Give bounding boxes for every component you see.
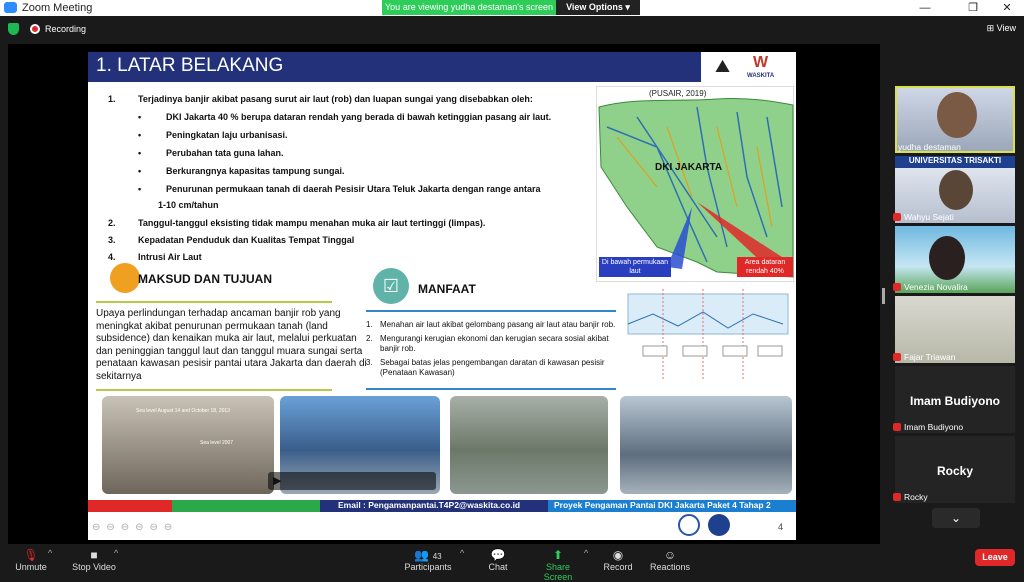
manfaat-item: 1. Menahan air laut akibat gelombang pasang air laut atau banjir rob. bbox=[366, 320, 616, 329]
jakarta-map bbox=[596, 86, 794, 282]
record-icon: ◉ bbox=[612, 548, 624, 562]
photo-flood-street bbox=[450, 396, 608, 494]
mic-muted-icon bbox=[893, 353, 901, 361]
item-number: 1. bbox=[108, 94, 116, 104]
meeting-toolbar bbox=[0, 544, 1024, 582]
bullet-dot: • bbox=[138, 166, 142, 176]
bullet-dot: • bbox=[138, 112, 142, 122]
waskita-logo-icon: W bbox=[753, 54, 769, 71]
play-icon[interactable]: ▶ bbox=[273, 475, 282, 487]
mic-muted-icon bbox=[893, 493, 901, 501]
below-sea-label: Di bawah permukaan laut bbox=[599, 257, 671, 277]
partner-logo2-icon bbox=[708, 514, 730, 536]
maksud-divider-bottom bbox=[96, 389, 332, 391]
cross-section-diagram bbox=[623, 284, 793, 384]
slide-title: 1. LATAR BELAKANG bbox=[96, 55, 284, 76]
manfaat-title: MANFAAT bbox=[418, 282, 476, 296]
item-text: Kepadatan Penduduk dan Kualitas Tempat Tinggal bbox=[138, 235, 355, 245]
bullet-dot: • bbox=[138, 184, 142, 194]
footer-red bbox=[88, 500, 172, 512]
participant-video bbox=[937, 92, 977, 138]
unmute-button[interactable]: 🎙 Unmute bbox=[15, 548, 47, 572]
item-number: 3. bbox=[108, 235, 116, 245]
sub-item: Penurunan permukaan tanah di daerah Pesisir Utara Teluk Jakarta dengan range antara bbox=[166, 184, 541, 194]
photo-seawall bbox=[102, 396, 274, 494]
slide-controls[interactable]: ⊖⊖⊖⊖⊖⊖ bbox=[92, 522, 179, 533]
participant-video bbox=[939, 170, 973, 210]
manfaat-item: 2. Mengurangi kerugian ekonomi dan kerugian secara sosial akibat banjir rob. bbox=[366, 334, 609, 353]
zoom-app-icon bbox=[4, 2, 17, 13]
viewing-banner: You are viewing yudha destaman's screen bbox=[382, 0, 556, 15]
chat-icon: 💬 bbox=[490, 548, 506, 562]
participant-name-display: Rocky bbox=[936, 464, 974, 478]
page-number: 4 bbox=[778, 522, 784, 532]
presentation-slide bbox=[88, 52, 796, 540]
footer-project: Proyek Pengaman Pantai DKI Jakarta Paket 4 Tahap 2 bbox=[554, 500, 771, 510]
chat-button[interactable]: 💬 Chat bbox=[484, 548, 512, 572]
sub-item: Peningkatan laju urbanisasi. bbox=[166, 130, 288, 140]
tile-banner: UNIVERSITAS TRISAKTI bbox=[895, 156, 1015, 168]
participant-label: Venezia Novalira bbox=[893, 282, 968, 292]
panel-splitter[interactable] bbox=[882, 288, 885, 304]
share-options-icon[interactable]: ^ bbox=[584, 548, 589, 558]
manfaat-item: 3. Sebagai batas jelas pengembangan daratan di kawasan pesisir (Penataan Kawasan) bbox=[366, 358, 605, 377]
video-options-icon[interactable]: ^ bbox=[114, 548, 119, 558]
pupr-logo-icon: ⛰ bbox=[715, 56, 731, 76]
mic-muted-icon bbox=[893, 423, 901, 431]
manfaat-divider bbox=[366, 310, 616, 312]
sub-item: Perubahan tata guna lahan. bbox=[166, 148, 284, 158]
mic-muted-icon bbox=[893, 213, 901, 221]
item-number: 4. bbox=[108, 252, 116, 262]
participants-options-icon[interactable]: ^ bbox=[460, 548, 465, 558]
maximize-button[interactable]: ❐ bbox=[968, 2, 978, 14]
video-camera-icon: ■ bbox=[90, 548, 98, 562]
manfaat-list bbox=[366, 320, 616, 382]
participant-video bbox=[929, 236, 965, 280]
window-title: Zoom Meeting bbox=[22, 2, 93, 14]
photo-flood-road bbox=[620, 396, 792, 494]
participant-label: yudha destaman bbox=[898, 142, 961, 152]
participant-label: Fajar Triawan bbox=[893, 352, 956, 362]
audio-options-icon[interactable]: ^ bbox=[48, 548, 53, 558]
sub-item: DKI Jakarta 40 % berupa dataran rendah yang berada di bawah ketinggian pasang air laut. bbox=[166, 112, 552, 122]
view-options-button[interactable]: View Options ▾ bbox=[556, 0, 640, 15]
bullet-dot: • bbox=[138, 130, 142, 140]
logo-area bbox=[698, 52, 796, 82]
view-button[interactable]: ⊞ View bbox=[986, 23, 1016, 33]
security-shield-icon[interactable] bbox=[8, 23, 19, 35]
scroll-down-button[interactable]: ⌄ bbox=[932, 508, 980, 528]
recording-icon bbox=[30, 24, 40, 34]
lowland-label: Area dataran rendah 40% bbox=[737, 257, 793, 277]
mic-muted-icon bbox=[893, 283, 901, 291]
share-screen-icon: ⬆ bbox=[552, 548, 564, 562]
participant-label: Imam Budiyono bbox=[893, 422, 963, 432]
partner-logo-icon bbox=[678, 514, 700, 536]
map-graphic bbox=[597, 87, 795, 283]
sub-item: Berkurangnya kapasitas tampung sungai. bbox=[166, 166, 345, 176]
recording-label: Recording bbox=[45, 24, 87, 34]
share-screen-button[interactable]: ⬆ Share Screen bbox=[532, 548, 584, 582]
record-button[interactable]: ◉ Record bbox=[603, 548, 633, 572]
reactions-icon: ☺ bbox=[663, 548, 677, 562]
footer-green bbox=[172, 500, 320, 512]
reactions-button[interactable]: ☺ Reactions bbox=[650, 548, 691, 572]
bullet-dot: • bbox=[138, 148, 142, 158]
maksud-title: MAKSUD DAN TUJUAN bbox=[138, 272, 272, 286]
maksud-divider bbox=[96, 301, 332, 303]
mic-muted-icon: 🎙 bbox=[23, 548, 39, 562]
footer-email: Email : Pengamanpantai.T4P2@waskita.co.id bbox=[338, 500, 521, 510]
slide-header bbox=[88, 52, 796, 82]
manfaat-divider-bottom bbox=[366, 388, 616, 390]
participant-label: Wahyu Sejati bbox=[893, 212, 954, 222]
sub-item-continued: 1-10 cm/tahun bbox=[158, 200, 219, 210]
map-source: (PUSAIR, 2019) bbox=[649, 89, 707, 98]
participants-button[interactable]: 👥 43 Participants bbox=[404, 548, 452, 572]
checkbox-icon: ☑ bbox=[373, 268, 409, 304]
participant-label: Rocky bbox=[893, 492, 928, 502]
video-play-bar[interactable] bbox=[268, 472, 436, 490]
maksud-text: Upaya perlindungan terhadap ancaman banjir rob yang meningkat akibat penurunan permukaan tanah (land subsidence) dan kenaikan muka air laut, melalui perkuatan dan peninggian tanggul laut dan tanggul muara sungai serta penataan kawasan pesisir pantai utara Jakarta dan daerah di sekitarnya bbox=[96, 308, 367, 382]
waskita-logo-text: WASKITA bbox=[747, 73, 775, 79]
item-text: Tanggul-tanggul eksisting tidak mampu menahan muka air laut tertinggi (limpas). bbox=[138, 218, 486, 228]
maksud-icon bbox=[110, 263, 140, 293]
photo-caption: Sea level 2007 bbox=[200, 440, 234, 446]
participants-icon: 👥 43 bbox=[414, 548, 442, 562]
photo-caption: Sea level August 14 and October 18, 2013 bbox=[136, 408, 230, 414]
close-button[interactable]: ✕ bbox=[1002, 2, 1012, 14]
meeting-topbar bbox=[0, 16, 1024, 41]
map-label: DKI JAKARTA bbox=[655, 162, 723, 173]
item-text: Intrusi Air Laut bbox=[138, 252, 202, 262]
item-text: Terjadinya banjir akibat pasang surut air laut (rob) dan luapan sungai yang disebabkan oleh: bbox=[138, 94, 533, 104]
leave-button[interactable]: Leave bbox=[975, 549, 1015, 566]
participant-name-display: Imam Budiyono bbox=[909, 394, 1000, 408]
stop-video-button[interactable]: ■ Stop Video bbox=[72, 548, 116, 572]
item-number: 2. bbox=[108, 218, 116, 228]
minimize-button[interactable]: — bbox=[919, 2, 931, 14]
